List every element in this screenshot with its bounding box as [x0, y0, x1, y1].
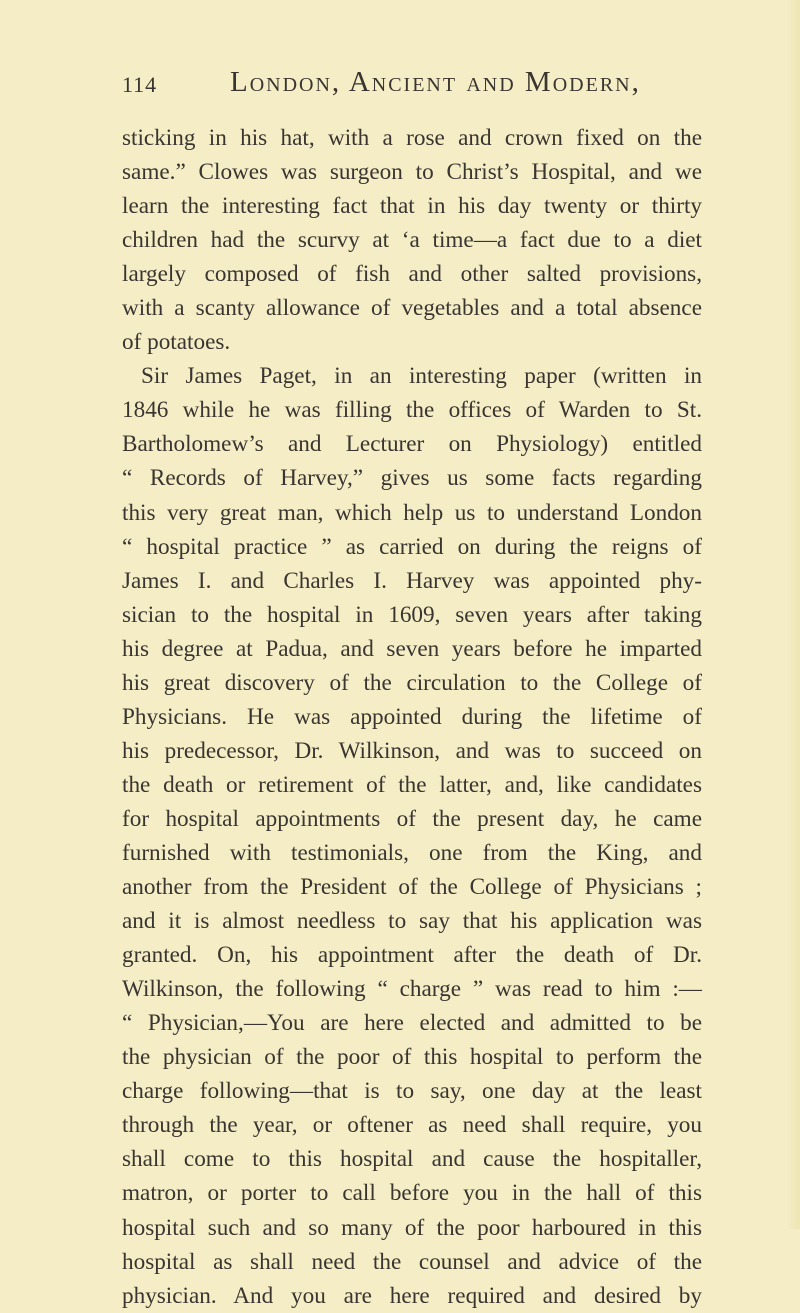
- text-line: another from the President of the College of Physicians ;: [122, 874, 702, 901]
- running-head: London, Ancient and Modern,: [230, 66, 641, 98]
- text-line: his degree at Padua, and seven years before he imparted: [122, 635, 702, 662]
- text-line: Sir James Paget, in an interesting paper (written in: [141, 363, 702, 390]
- text-line: largely composed of fish and other salted provisions,: [122, 261, 702, 288]
- page-number: 114: [122, 72, 158, 97]
- text-line: sician to the hospital in 1609, seven years after taking: [122, 601, 702, 628]
- text-line: hospital as shall need the counsel and advice of the: [122, 1248, 702, 1275]
- text-line: charge following—that is to say, one day at the least: [122, 1078, 702, 1105]
- text-line: hospital such and so many of the poor harboured in this: [122, 1214, 702, 1241]
- text-line: sticking in his hat, with a rose and crown fixed on the: [122, 125, 702, 151]
- text-line: the death or retirement of the latter, and, like candidates: [122, 771, 702, 798]
- text-line: furnished with testimonials, one from the King, and: [122, 839, 702, 866]
- text-line: this very great man, which help us to understand London: [122, 499, 702, 526]
- page-edge: [786, 0, 800, 1229]
- text-line: through the year, or oftener as need shall require, you: [122, 1112, 702, 1139]
- text-line: “ hospital practice ” as carried on during the reigns of: [122, 533, 702, 560]
- text-line: Physicians. He was appointed during the lifetime of: [122, 703, 702, 730]
- text-line: children had the scurvy at ‘a time—a fact due to a diet: [122, 227, 702, 254]
- text-line: James I. and Charles I. Harvey was appointed phy-: [122, 567, 702, 594]
- text-line: for hospital appointments of the present day, he came: [122, 805, 702, 832]
- text-line: granted. On, his appointment after the death of Dr.: [122, 942, 702, 969]
- text-line: “ Records of Harvey,” gives us some facts regarding: [122, 465, 702, 492]
- body-text: [122, 121, 702, 1313]
- text-line: learn the interesting fact that in his day twenty or thirty: [122, 193, 702, 220]
- text-line: his great discovery of the circulation to the College of: [122, 669, 702, 696]
- text-line: with a scanty allowance of vegetables and a total absence: [122, 295, 702, 322]
- text-line: physician. And you are here required and desired by: [122, 1282, 702, 1309]
- text-line: 1846 while he was filling the offices of Warden to St.: [122, 397, 702, 424]
- text-line: Bartholomew’s and Lecturer on Physiology) entitled: [122, 431, 702, 458]
- text-line: his predecessor, Dr. Wilkinson, and was to succeed on: [122, 737, 702, 764]
- text-line: matron, or porter to call before you in the hall of this: [122, 1180, 702, 1207]
- text-line: and it is almost needless to say that his application was: [122, 908, 702, 935]
- text-line: shall come to this hospital and cause the hospitaller,: [122, 1146, 702, 1173]
- text-line: Wilkinson, the following “ charge ” was read to him :—: [122, 976, 702, 1003]
- text-line: of potatoes.: [122, 329, 231, 356]
- page-header: [122, 62, 722, 102]
- text-line: the physician of the poor of this hospital to perform the: [122, 1044, 702, 1071]
- text-line: “ Physician,—You are here elected and admitted to be: [122, 1010, 702, 1037]
- text-line: same.” Clowes was surgeon to Christ’s Hospital, and we: [122, 159, 702, 186]
